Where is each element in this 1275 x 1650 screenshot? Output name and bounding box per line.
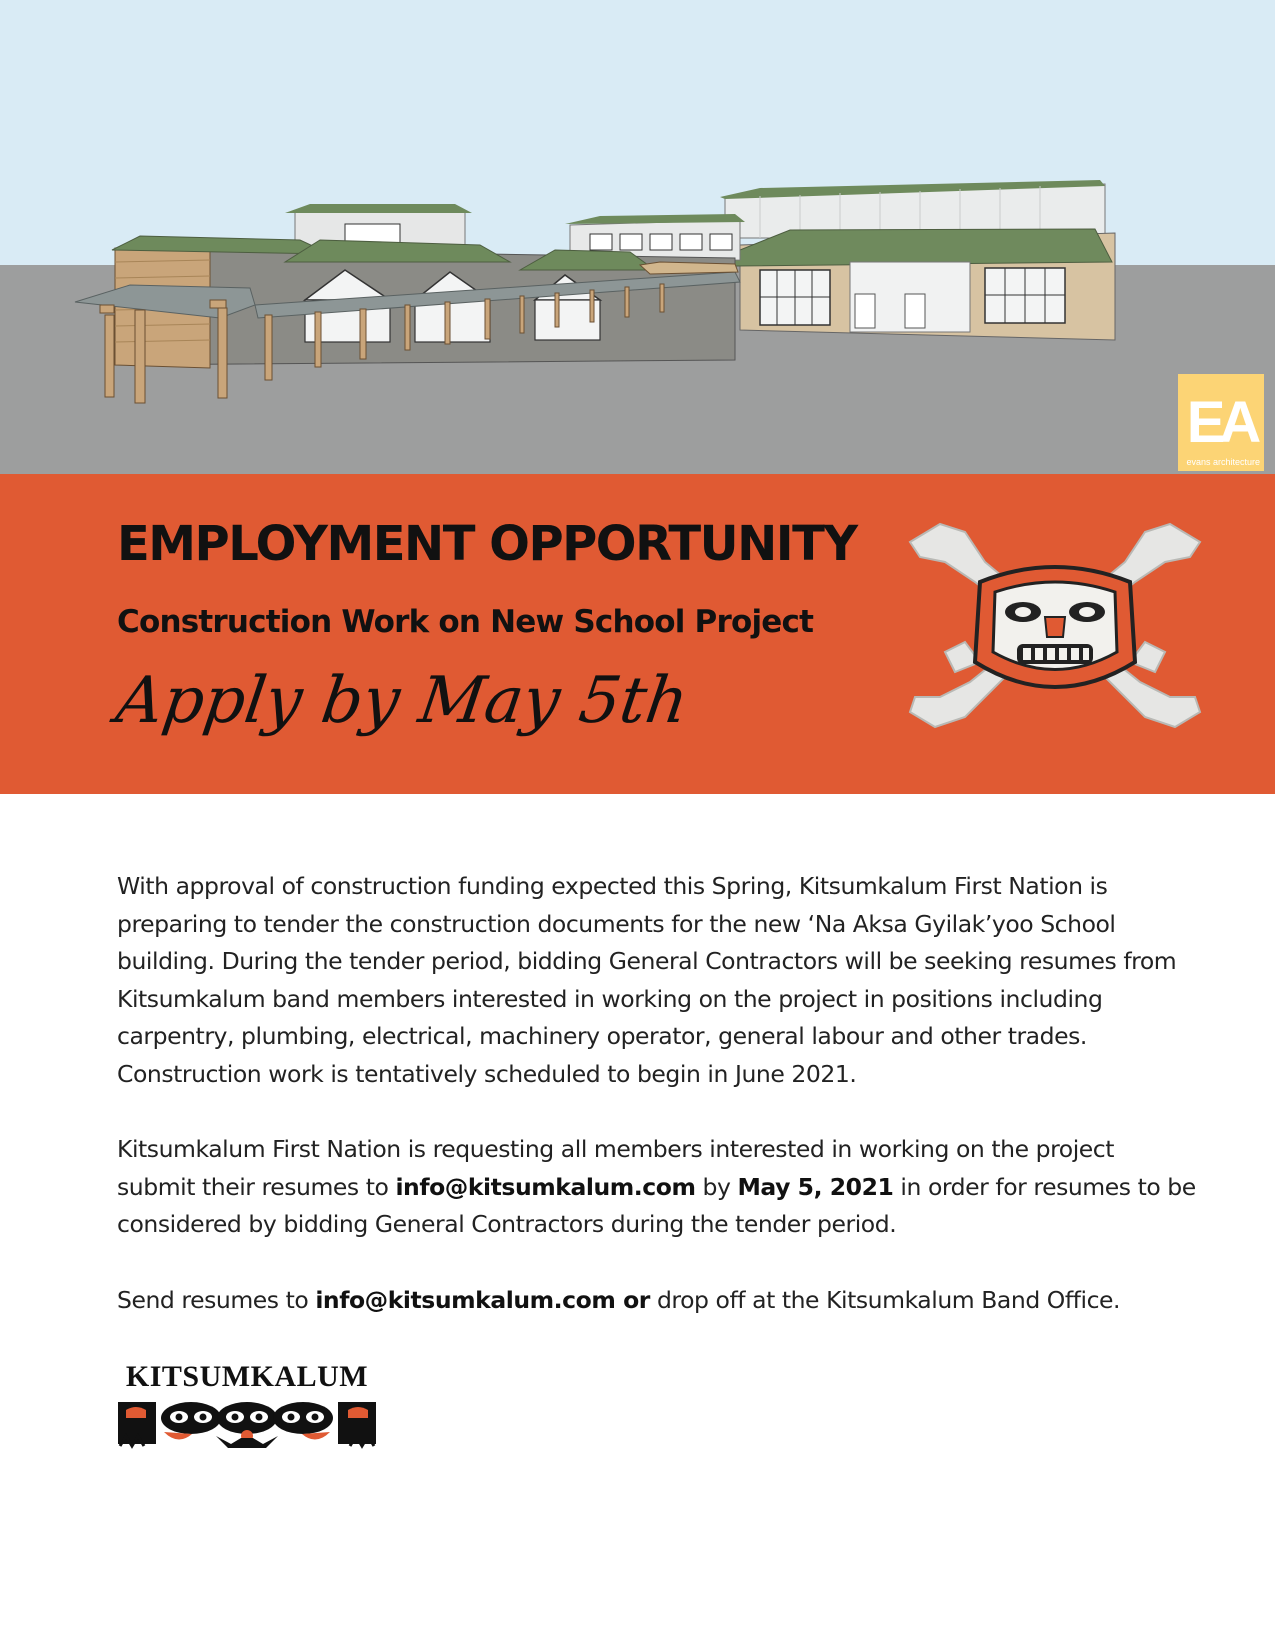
hero-rendering — [0, 0, 1275, 474]
headline-band — [0, 474, 1275, 794]
formline-crest-emblem — [905, 512, 1205, 742]
paragraph-intro: With approval of construction funding expected this Spring, Kitsumkalum First Nation is preparing to tender the construction documents for the new ‘Na Aksa Gyilak’yoo School building. During the tender period, bidding General Contractors will be seeking resumes from Kitsumkalum band members interested in working on the project in positions including carpentry, plumbing, electrical, machinery operator, general labour and other trades. Construction work is tentatively scheduled to begin in June 2021. — [117, 872, 1177, 1088]
send-text-2: drop off at the Kitsumkalum Band Office. — [649, 1285, 1121, 1314]
kitsumkalum-wordmark: KITSUMKALUM — [125, 1360, 369, 1393]
request-text-1: Kitsumkalum First Nation is requesting all members interested in working on the project submit their resumes to — [117, 1135, 1115, 1201]
kitsumkalum-logo — [116, 1360, 378, 1450]
email-link[interactable]: info@kitsumkalum.com — [395, 1172, 696, 1201]
request-text-3: in order for resumes to be considered by bidding General Contractors during the tender period. — [117, 1172, 1196, 1238]
evans-architecture-logo — [1178, 374, 1264, 471]
subheadline: Construction Work on New School Project — [117, 604, 814, 640]
paragraph-send — [117, 1282, 1197, 1320]
deadline-date: May 5, 2021 — [737, 1172, 894, 1201]
deadline-script: Apply by May 5th — [111, 664, 693, 738]
request-text-2: by — [695, 1172, 738, 1201]
paragraph-request — [117, 1131, 1197, 1244]
body-text — [117, 868, 1197, 1357]
formline-faces-icon — [116, 1396, 378, 1450]
ea-logo-caption: evans architecture — [1186, 457, 1260, 467]
page-title: EMPLOYMENT OPPORTUNITY — [117, 516, 857, 572]
ea-logo-letters: EA — [1186, 390, 1256, 455]
school-building-rendering — [0, 0, 1275, 474]
send-text-1: Send resumes to — [117, 1285, 316, 1314]
email-link-2[interactable]: info@kitsumkalum.com or — [315, 1285, 650, 1314]
